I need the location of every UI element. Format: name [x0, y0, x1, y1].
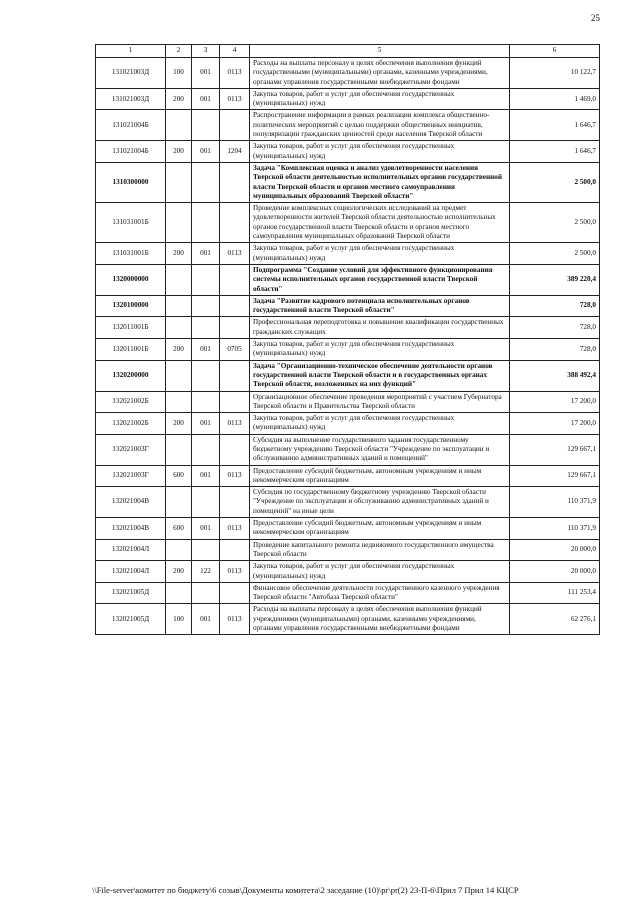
table-row	[96, 487, 600, 518]
table-header-row	[96, 45, 600, 58]
target-code-cell: 132021004В	[96, 487, 166, 518]
section-cell: 001	[192, 141, 220, 163]
subsection-cell	[220, 162, 250, 202]
description-cell: Распространение информации в рамках реализации комплекса общественно-политических мероприятий с целью поддержки общественных инициатив, популяризации гражданских ценностей среди населения Тверской области	[250, 110, 510, 141]
subsection-cell: 0113	[220, 88, 250, 110]
table-row	[96, 434, 600, 465]
expense-type-cell	[166, 539, 192, 561]
section-cell	[192, 264, 220, 295]
amount-cell: 2 500,0	[510, 203, 600, 243]
header-col-4: 4	[220, 45, 250, 58]
section-cell: 001	[192, 604, 220, 635]
target-code-cell: 132021005Д	[96, 582, 166, 604]
description-cell: Организационное обеспечение проведения мероприятий с участием Губернатора Тверской области и Правительства Тверской области	[250, 391, 510, 413]
section-cell: 001	[192, 243, 220, 265]
header-col-2: 2	[166, 45, 192, 58]
subsection-cell	[220, 264, 250, 295]
section-cell	[192, 295, 220, 317]
expense-type-cell: 600	[166, 465, 192, 487]
description-cell: Проведение комплексных социологических исследований на предмет удовлетворенности жителей Тверской области деятельностью исполнительных органов государственной власти Тверской области и органов местного самоуправления муниципальных образований Тверской области	[250, 203, 510, 243]
target-code-cell: 132021002Б	[96, 391, 166, 413]
target-code-cell: 132021004Л	[96, 539, 166, 561]
subsection-cell: 0113	[220, 604, 250, 635]
description-cell: Закупка товаров, работ и услуг для обеспечения государственных (муниципальных) нужд	[250, 141, 510, 163]
expense-type-cell: 200	[166, 339, 192, 361]
subsection-cell	[220, 582, 250, 604]
amount-cell: 728,0	[510, 295, 600, 317]
target-code-cell: 132011001Б	[96, 339, 166, 361]
section-cell	[192, 162, 220, 202]
description-cell: Финансовое обеспечение деятельности государственного казенного учреждения Тверской области "Автобаза Тверской области"	[250, 582, 510, 604]
description-cell: Закупка товаров, работ и услуг для обеспечения государственных (муниципальных) нужд	[250, 339, 510, 361]
subsection-cell: 0113	[220, 58, 250, 89]
description-cell: Закупка товаров, работ и услуг для обеспечения государственных (муниципальных) нужд	[250, 88, 510, 110]
amount-cell: 1 646,7	[510, 110, 600, 141]
description-cell: Задача "Организационно-техническое обеспечение деятельности органов государственной власти Тверской области и в государственных органах Тверской области, возложенных на них функций"	[250, 360, 510, 391]
footer-file-path: \\File-server\комитет по бюджету\6 созыв\Документы комитета\2 заседание (10)\pr\pr(2) 23-П-6\Прил 7 Прил 14 КЦСР	[92, 885, 519, 895]
table-row	[96, 295, 600, 317]
target-code-cell: 131031001Б	[96, 243, 166, 265]
target-code-cell: 1320200000	[96, 360, 166, 391]
table-row	[96, 264, 600, 295]
amount-cell: 110 371,9	[510, 487, 600, 518]
subsection-cell	[220, 487, 250, 518]
expense-type-cell	[166, 295, 192, 317]
table-row	[96, 539, 600, 561]
expense-type-cell	[166, 317, 192, 339]
amount-cell: 728,0	[510, 339, 600, 361]
description-cell: Подпрограмма "Создание условий для эффективного функционирования системы исполнительных органов государственной власти Тверской области"	[250, 264, 510, 295]
section-cell	[192, 539, 220, 561]
table-row	[96, 317, 600, 339]
target-code-cell: 132021004В	[96, 518, 166, 540]
subsection-cell	[220, 360, 250, 391]
description-cell: Расходы на выплаты персоналу в целях обеспечения выполнения функций учреждениями (муниципальными) органами, казенными учреждениями, органами управления государственными внебюджетными фондами	[250, 604, 510, 635]
table-body	[96, 58, 600, 635]
target-code-cell: 131021004Б	[96, 110, 166, 141]
subsection-cell	[220, 203, 250, 243]
description-cell: Субсидия по государственному бюджетному учреждению Тверской области "Учреждение по эксплуатации и обслуживанию административных зданий и помещений" на иные цели	[250, 487, 510, 518]
section-cell: 001	[192, 339, 220, 361]
expense-type-cell	[166, 391, 192, 413]
section-cell: 001	[192, 413, 220, 435]
subsection-cell	[220, 317, 250, 339]
description-cell: Профессиональная переподготовка и повышение квалификации государственных гражданских служащих	[250, 317, 510, 339]
amount-cell: 388 492,4	[510, 360, 600, 391]
amount-cell: 1 469,0	[510, 88, 600, 110]
table-row	[96, 339, 600, 361]
target-code-cell: 131021003Д	[96, 58, 166, 89]
table-row	[96, 391, 600, 413]
section-cell	[192, 582, 220, 604]
section-cell: 001	[192, 58, 220, 89]
table-row	[96, 604, 600, 635]
description-cell: Предоставление субсидий бюджетным, автономным учреждениям и иным некоммерческим организациям	[250, 465, 510, 487]
expense-type-cell: 200	[166, 561, 192, 583]
section-cell	[192, 317, 220, 339]
page-number: 25	[591, 13, 600, 23]
table-row	[96, 141, 600, 163]
target-code-cell: 131031001Б	[96, 203, 166, 243]
amount-cell: 2 500,0	[510, 162, 600, 202]
subsection-cell: 0113	[220, 561, 250, 583]
table-row	[96, 110, 600, 141]
subsection-cell: 0113	[220, 413, 250, 435]
amount-cell: 129 667,1	[510, 434, 600, 465]
target-code-cell: 132021004Л	[96, 561, 166, 583]
target-code-cell: 132021005Д	[96, 604, 166, 635]
amount-cell: 111 253,4	[510, 582, 600, 604]
budget-table	[95, 44, 600, 635]
description-cell: Закупка товаров, работ и услуг для обеспечения государственных (муниципальных) нужд	[250, 413, 510, 435]
subsection-cell	[220, 539, 250, 561]
section-cell	[192, 360, 220, 391]
description-cell: Проведение капитального ремонта недвижимого государственного имущества Тверской области	[250, 539, 510, 561]
amount-cell: 17 200,0	[510, 413, 600, 435]
subsection-cell: 0705	[220, 339, 250, 361]
description-cell: Задача "Развитие кадрового потенциала исполнительных органов государственной власти Тверской области"	[250, 295, 510, 317]
subsection-cell: 0113	[220, 243, 250, 265]
expense-type-cell: 100	[166, 604, 192, 635]
table-row	[96, 162, 600, 202]
target-code-cell: 131021003Д	[96, 88, 166, 110]
table-row	[96, 360, 600, 391]
subsection-cell: 0113	[220, 518, 250, 540]
section-cell: 122	[192, 561, 220, 583]
expense-type-cell	[166, 360, 192, 391]
subsection-cell: 0113	[220, 465, 250, 487]
expense-type-cell	[166, 487, 192, 518]
description-cell: Субсидия на выполнение государственного задания государственному бюджетному учреждению Тверской области "Учреждение по эксплуатации и обслуживанию административных зданий и помещений"	[250, 434, 510, 465]
target-code-cell: 1320100000	[96, 295, 166, 317]
table-row	[96, 243, 600, 265]
section-cell	[192, 487, 220, 518]
subsection-cell	[220, 295, 250, 317]
target-code-cell: 132021003Г	[96, 465, 166, 487]
section-cell: 001	[192, 518, 220, 540]
expense-type-cell: 200	[166, 88, 192, 110]
target-code-cell: 1310300000	[96, 162, 166, 202]
expense-type-cell	[166, 203, 192, 243]
subsection-cell: 1204	[220, 141, 250, 163]
section-cell	[192, 434, 220, 465]
description-cell: Закупка товаров, работ и услуг для обеспечения государственных (муниципальных) нужд	[250, 243, 510, 265]
amount-cell: 10 122,7	[510, 58, 600, 89]
amount-cell: 110 371,9	[510, 518, 600, 540]
section-cell	[192, 391, 220, 413]
target-code-cell: 132011001Б	[96, 317, 166, 339]
section-cell	[192, 203, 220, 243]
section-cell: 001	[192, 88, 220, 110]
target-code-cell: 132021003Г	[96, 434, 166, 465]
description-cell: Задача "Комплексная оценка и анализ удовлетворенности населения Тверской области деятельностью исполнительных органов государственной власти Тверской области и органов местного самоуправления муниципальных образований Тверской области"	[250, 162, 510, 202]
table-row	[96, 561, 600, 583]
description-cell: Предоставление субсидий бюджетным, автономным учреждениям и иным некоммерческим организациям	[250, 518, 510, 540]
description-cell: Расходы на выплаты персоналу в целях обеспечения выполнения функций государственными (муниципальными) органами, казенными учреждениями, органами управления государственными внебюджетными фондами	[250, 58, 510, 89]
target-code-cell: 1320000000	[96, 264, 166, 295]
amount-cell: 389 220,4	[510, 264, 600, 295]
subsection-cell	[220, 434, 250, 465]
expense-type-cell	[166, 110, 192, 141]
description-cell: Закупка товаров, работ и услуг для обеспечения государственных (муниципальных) нужд	[250, 561, 510, 583]
amount-cell: 1 646,7	[510, 141, 600, 163]
table-row	[96, 203, 600, 243]
header-col-3: 3	[192, 45, 220, 58]
expense-type-cell: 200	[166, 243, 192, 265]
table-row	[96, 582, 600, 604]
section-cell	[192, 110, 220, 141]
header-col-5: 5	[250, 45, 510, 58]
expense-type-cell	[166, 582, 192, 604]
amount-cell: 17 200,0	[510, 391, 600, 413]
header-col-6: 6	[510, 45, 600, 58]
expense-type-cell: 100	[166, 58, 192, 89]
amount-cell: 62 276,1	[510, 604, 600, 635]
amount-cell: 2 500,0	[510, 243, 600, 265]
expense-type-cell: 200	[166, 413, 192, 435]
table-row	[96, 413, 600, 435]
amount-cell: 129 667,1	[510, 465, 600, 487]
expense-type-cell: 200	[166, 141, 192, 163]
expense-type-cell	[166, 264, 192, 295]
amount-cell: 728,0	[510, 317, 600, 339]
table-row	[96, 465, 600, 487]
section-cell: 001	[192, 465, 220, 487]
target-code-cell: 131021004Б	[96, 141, 166, 163]
amount-cell: 20 000,0	[510, 561, 600, 583]
subsection-cell	[220, 110, 250, 141]
table-row	[96, 518, 600, 540]
subsection-cell	[220, 391, 250, 413]
expense-type-cell	[166, 434, 192, 465]
target-code-cell: 132021002Б	[96, 413, 166, 435]
header-col-1: 1	[96, 45, 166, 58]
expense-type-cell: 600	[166, 518, 192, 540]
table-row	[96, 58, 600, 89]
expense-type-cell	[166, 162, 192, 202]
amount-cell: 20 000,0	[510, 539, 600, 561]
table-row	[96, 88, 600, 110]
